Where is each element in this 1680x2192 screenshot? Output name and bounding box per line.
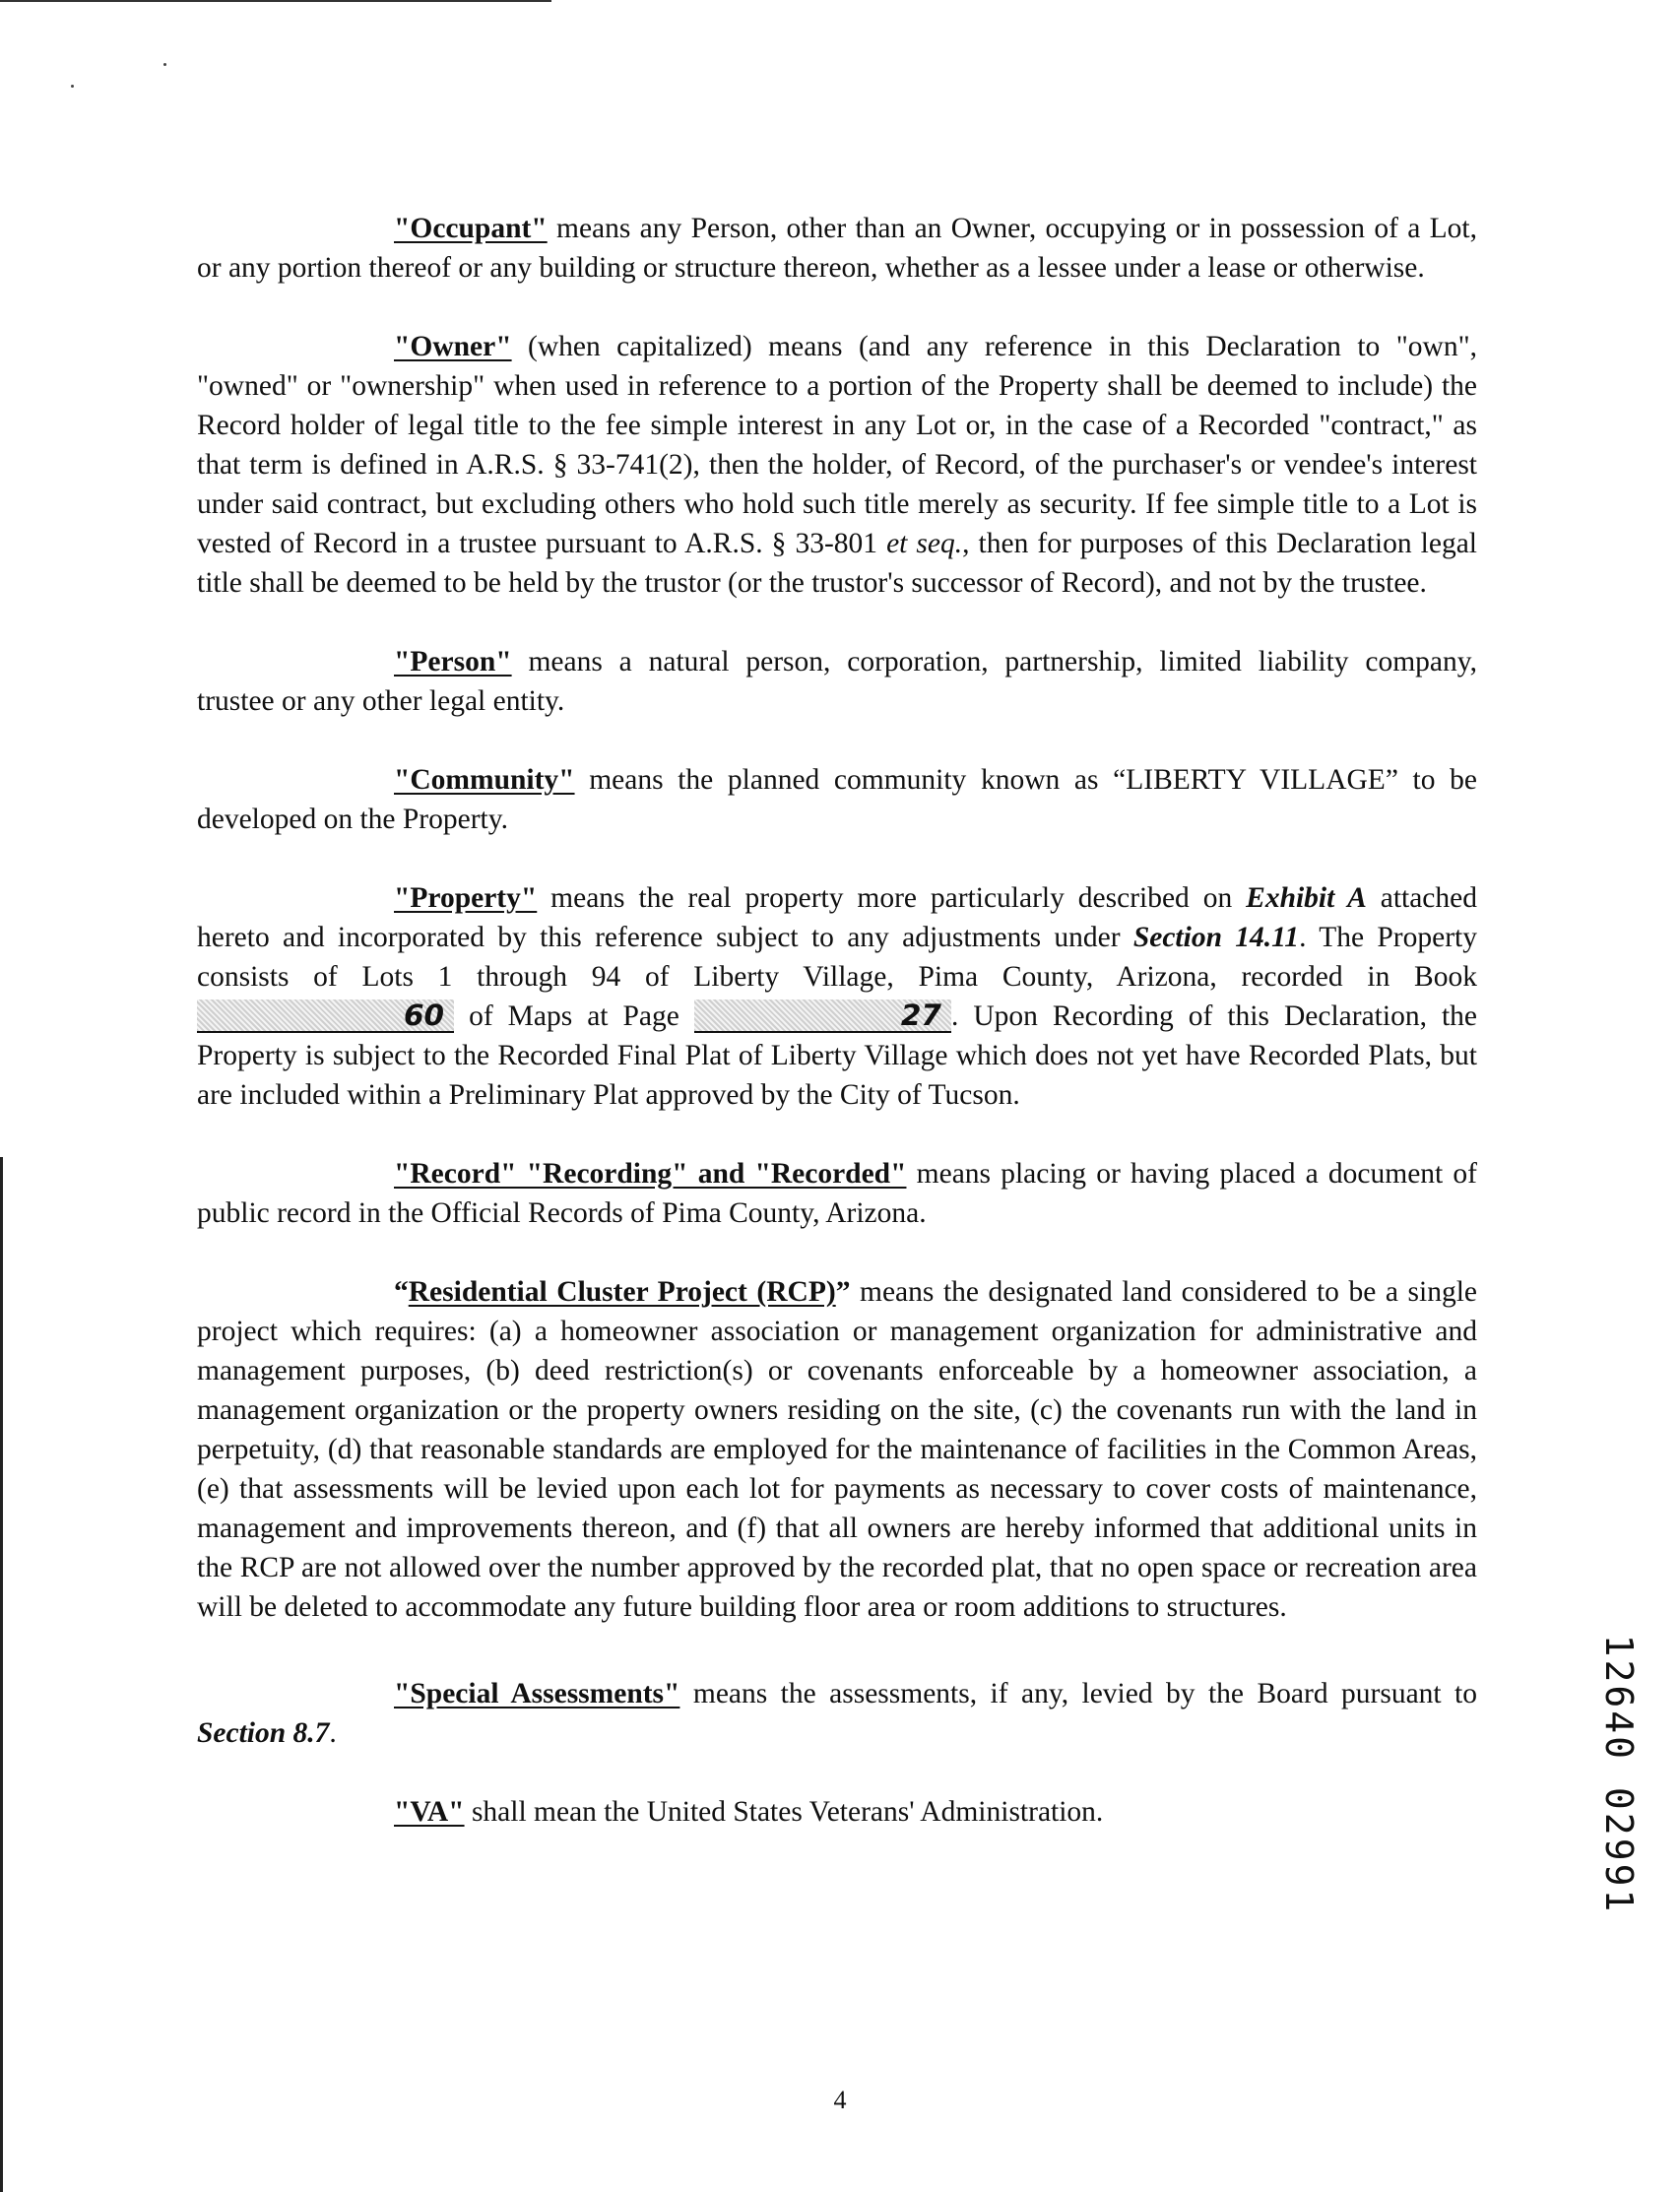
term-occupant: "Occupant" [394, 213, 548, 244]
term-person: "Person" [394, 646, 512, 677]
scan-speck [71, 85, 74, 88]
definition-property-text-4: of Maps at Page [454, 1000, 694, 1032]
scan-top-line [0, 0, 551, 2]
term-property: "Property" [394, 882, 538, 914]
term-special-assessments: "Special Assessments" [394, 1678, 680, 1709]
definition-owner-text-end: , then for purposes of this Declaration legal title shall be deemed to be held by the trustor (or the trustor's successor of Record), and not by the trustee. [197, 528, 1477, 599]
definition-property-text-2: attached hereto and incorporated by this reference subject to any adjustments under [197, 882, 1477, 953]
section-reference: Section 14.11 [1132, 922, 1300, 953]
rcp-open-quote: “ [394, 1276, 409, 1308]
recording-number-stamp [1580, 1587, 1658, 1962]
definition-rcp [197, 1272, 1477, 1627]
term-record: "Record" "Recording" and "Recorded" [394, 1158, 907, 1190]
term-owner: "Owner" [394, 331, 512, 362]
term-va: "VA" [394, 1796, 465, 1828]
definition-community-text: means the planned community known as “LIBERTY VILLAGE” to be developed on the Property. [197, 764, 1477, 835]
definition-property-text-5: . Upon Recording of this Declaration, the Property is subject to the Recorded Final Plat of Liberty Village which does not yet have Recorded Plats, but are included within a Preliminary Plat approved by the City of Tucson. [197, 1000, 1478, 1111]
definition-occupant [197, 209, 1477, 288]
definition-special-assessments-text: means the assessments, if any, levied by the Board pursuant to [679, 1678, 1477, 1709]
exhibit-reference: Exhibit A [1246, 882, 1367, 914]
term-rcp: Residential Cluster Project (RCP) [408, 1276, 836, 1308]
rcp-close-quote: ” [835, 1276, 851, 1308]
section-reference: Section 8.7 [197, 1717, 330, 1749]
definition-property-text: means the real property more particularly described on [537, 882, 1247, 914]
document-body [197, 209, 1477, 1832]
book-number-stamp: 60 [197, 999, 454, 1033]
definition-property [197, 878, 1477, 1115]
definition-property-text-3: . The Property consists of Lots 1 through 94 of Liberty Village, Pima County, Arizona, recorded in Book [197, 922, 1477, 993]
definition-va-text: shall mean the United States Veterans' Administration. [464, 1796, 1104, 1828]
term-community: "Community" [394, 764, 575, 796]
definition-community [197, 760, 1477, 839]
definition-special-assessments-end: . [329, 1717, 337, 1749]
definition-rcp-text: means the designated land considered to be a single project which requires: (a) a homeowner association or management organization for administrative and management purposes, (b) deed restriction(s) or covenants enforceable by a homeowner association, a management organization or the property owners residing on the site, (c) the covenants run with the land in perpetuity, (d) that reasonable standards are employed for the maintenance of facilities in the Common Areas, (e) that assessments will be levied upon each lot for payments as necessary to cover costs of maintenance, management and improvements thereon, and (f) that all owners are hereby informed that additional units in the RCP are not allowed over the number approved by the recorded plat, that no open space or recreation area will be deleted to accommodate any future building floor area or room additions to structures. [197, 1276, 1477, 1623]
definition-record [197, 1154, 1477, 1233]
definition-occupant-text: means any Person, other than an Owner, occupying or in possession of a Lot, or any portion thereof or any building or structure thereon, whether as a lessee under a lease or otherwise. [197, 213, 1477, 284]
definition-owner [197, 327, 1477, 603]
scan-speck [163, 63, 166, 66]
page-number: 4 [833, 2086, 847, 2114]
recording-number: 12640 02991 [1597, 1634, 1641, 1915]
scan-left-edge [0, 1157, 3, 2192]
definition-owner-text: (when capitalized) means (and any reference in this Declaration to "own", "owned" or "ownership" when used in reference to a portion of the Property shall be deemed to include) the Record holder of legal title to the fee simple interest in any Lot or, in the case of a Recorded "contract," as that term is defined in A.R.S. § 33-741(2), then the holder, of Record, of the purchaser's or vendee's interest under said contract, but excluding others who hold such title merely as security. If fee simple title to a Lot is vested of Record in a trustee pursuant to A.R.S. § 33-801 [197, 331, 1477, 559]
page-number-stamp: 27 [694, 999, 951, 1033]
definition-va [197, 1792, 1477, 1832]
definition-person-text: means a natural person, corporation, partnership, limited liability company, trustee or any other legal entity. [197, 646, 1477, 717]
definition-person [197, 642, 1477, 721]
definition-record-text: means placing or having placed a document of public record in the Official Records of Pima County, Arizona. [197, 1158, 1477, 1229]
definition-special-assessments [197, 1674, 1477, 1753]
et-seq: et seq. [886, 528, 963, 559]
